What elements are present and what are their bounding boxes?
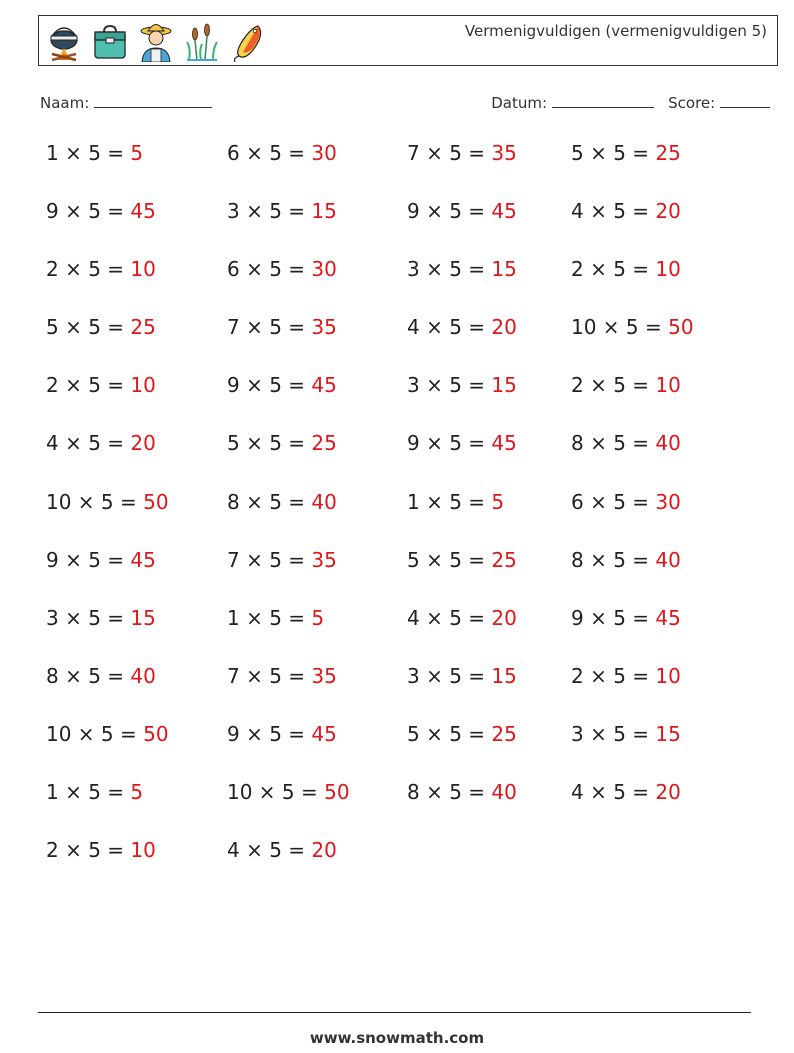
problem-question: 6 × 5 = — [571, 489, 656, 514]
problem-question: 7 × 5 = — [407, 141, 492, 165]
problem-item — [46, 257, 156, 281]
problem-question: 1 × 5 = — [46, 141, 131, 165]
problem-question: 9 × 5 = — [407, 199, 492, 224]
problem-item — [407, 257, 517, 281]
problem-item — [407, 315, 517, 339]
problem-answer: 15 — [130, 605, 156, 630]
problem-question: 8 × 5 = — [407, 780, 492, 805]
problem-question: 8 × 5 = — [571, 431, 656, 456]
problem-item — [571, 257, 681, 281]
problem-question: 7 × 5 = — [227, 547, 312, 572]
problem-question: 1 × 5 = — [46, 780, 131, 805]
problem-item — [571, 722, 681, 746]
problem-answer: 40 — [655, 547, 681, 572]
problem-answer: 45 — [311, 373, 337, 398]
problem-item — [227, 199, 337, 223]
problem-question: 5 × 5 = — [407, 547, 492, 572]
problem-answer: 40 — [130, 663, 156, 688]
problem-answer: 15 — [491, 373, 517, 398]
problem-answer: 35 — [491, 141, 517, 165]
problem-answer: 15 — [491, 663, 517, 688]
problem-answer: 15 — [491, 257, 517, 282]
campfire-pot-icon — [47, 22, 81, 62]
problem-answer: 30 — [311, 257, 337, 282]
problem-question: 10 × 5 = — [46, 721, 144, 746]
problem-item — [407, 606, 517, 630]
problem-question: 10 × 5 = — [571, 315, 669, 340]
problem-row — [46, 606, 766, 664]
problem-question: 4 × 5 = — [407, 315, 492, 340]
problem-item — [407, 490, 504, 514]
problem-question: 10 × 5 = — [227, 780, 325, 805]
problem-item — [407, 780, 517, 804]
reeds-icon — [185, 22, 219, 62]
problem-row — [46, 722, 766, 780]
problem-item — [227, 373, 337, 397]
problem-row — [46, 490, 766, 548]
problem-answer: 10 — [655, 257, 681, 282]
problem-answer: 45 — [130, 199, 156, 224]
problem-question: 8 × 5 = — [571, 547, 656, 572]
problem-row — [46, 257, 766, 315]
farmer-icon — [139, 22, 173, 62]
problem-answer: 15 — [311, 199, 337, 224]
problem-row — [46, 199, 766, 257]
header-icons — [47, 20, 265, 64]
problem-item — [571, 199, 681, 223]
problem-question: 9 × 5 = — [227, 721, 312, 746]
problem-item — [227, 780, 350, 804]
problem-answer: 25 — [491, 721, 517, 746]
problem-answer: 5 — [491, 489, 505, 514]
problem-row — [46, 664, 766, 722]
problem-row — [46, 141, 766, 199]
problem-question: 3 × 5 = — [571, 721, 656, 746]
problem-answer: 50 — [143, 489, 169, 514]
problem-answer: 45 — [491, 431, 517, 456]
problem-answer: 45 — [130, 547, 156, 572]
score-label: Score: — [668, 94, 716, 112]
fishing-lure-icon — [231, 22, 265, 62]
problem-question: 3 × 5 = — [227, 199, 312, 224]
problem-item — [46, 606, 156, 630]
problem-item — [571, 373, 681, 397]
problem-item — [571, 780, 681, 804]
date-score-fields — [491, 93, 770, 112]
problem-question: 3 × 5 = — [407, 663, 492, 688]
problem-question: 5 × 5 = — [227, 431, 312, 456]
problem-item — [227, 490, 337, 514]
problem-item — [407, 199, 517, 223]
problem-answer: 5 — [311, 605, 325, 630]
problem-item — [46, 431, 156, 455]
problem-item — [46, 141, 143, 165]
problem-item — [407, 548, 517, 572]
name-label: Naam: — [40, 94, 90, 112]
problem-question: 9 × 5 = — [46, 199, 131, 224]
problem-question: 7 × 5 = — [227, 663, 312, 688]
problem-question: 2 × 5 = — [46, 257, 131, 282]
problem-answer: 35 — [311, 547, 337, 572]
problem-question: 3 × 5 = — [407, 373, 492, 398]
problem-question: 2 × 5 = — [571, 373, 656, 398]
problem-answer: 20 — [491, 605, 517, 630]
problem-answer: 15 — [655, 721, 681, 746]
problem-question: 8 × 5 = — [46, 663, 131, 688]
problem-question: 8 × 5 = — [227, 489, 312, 514]
problem-item — [46, 780, 143, 804]
problem-answer: 50 — [668, 315, 694, 340]
problem-answer: 45 — [491, 199, 517, 224]
problem-answer: 25 — [311, 431, 337, 456]
date-label: Datum: — [491, 94, 548, 112]
problem-answer: 30 — [655, 489, 681, 514]
problem-item — [407, 664, 517, 688]
problem-answer: 40 — [311, 489, 337, 514]
problem-answer: 20 — [130, 431, 156, 456]
problem-answer: 25 — [130, 315, 156, 340]
problem-question: 6 × 5 = — [227, 257, 312, 282]
problem-item — [46, 838, 156, 862]
problem-question: 2 × 5 = — [571, 257, 656, 282]
problem-question: 4 × 5 = — [46, 431, 131, 456]
problem-answer: 20 — [491, 315, 517, 340]
problem-answer: 45 — [655, 605, 681, 630]
problem-item — [227, 722, 337, 746]
problem-item — [227, 548, 337, 572]
problem-question: 6 × 5 = — [227, 141, 312, 165]
problem-question: 3 × 5 = — [407, 257, 492, 282]
problem-row — [46, 373, 766, 431]
problem-item — [571, 606, 681, 630]
problem-row — [46, 838, 766, 896]
problem-item — [227, 431, 337, 455]
problem-answer: 5 — [130, 780, 144, 805]
problem-question: 5 × 5 = — [407, 721, 492, 746]
problem-question: 3 × 5 = — [46, 605, 131, 630]
footer-divider — [38, 1012, 751, 1013]
problem-answer: 45 — [311, 721, 337, 746]
problem-question: 9 × 5 = — [407, 431, 492, 456]
problem-answer: 20 — [311, 838, 337, 863]
problem-answer: 35 — [311, 315, 337, 340]
problem-item — [227, 141, 337, 165]
toolbox-icon — [93, 22, 127, 62]
problem-question: 10 × 5 = — [46, 489, 144, 514]
problem-item — [227, 257, 337, 281]
problem-answer: 20 — [655, 780, 681, 805]
problem-question: 5 × 5 = — [46, 315, 131, 340]
problem-item — [46, 373, 156, 397]
problem-question: 5 × 5 = — [571, 141, 656, 165]
problem-question: 9 × 5 = — [571, 605, 656, 630]
worksheet-header — [38, 15, 778, 66]
problem-question: 4 × 5 = — [407, 605, 492, 630]
problem-item — [227, 606, 324, 630]
problem-answer: 10 — [655, 373, 681, 398]
problem-row — [46, 431, 766, 489]
problem-answer: 10 — [655, 663, 681, 688]
problem-question: 9 × 5 = — [46, 547, 131, 572]
problem-answer: 35 — [311, 663, 337, 688]
worksheet-title: Vermenigvuldigen (vermenigvuldigen 5) — [464, 22, 767, 40]
problem-question: 4 × 5 = — [571, 780, 656, 805]
name-line[interactable] — [94, 93, 212, 108]
problem-row — [46, 315, 766, 373]
problem-answer: 25 — [655, 141, 681, 165]
problem-item — [46, 490, 169, 514]
problem-answer: 25 — [491, 547, 517, 572]
problem-item — [46, 548, 156, 572]
problem-item — [227, 315, 337, 339]
problem-item — [227, 838, 337, 862]
problem-item — [571, 490, 681, 514]
problem-item — [571, 141, 681, 165]
problem-item — [46, 722, 169, 746]
name-field — [40, 93, 212, 112]
problem-answer: 40 — [655, 431, 681, 456]
problem-item — [571, 548, 681, 572]
problem-answer: 5 — [130, 141, 144, 165]
problem-item — [46, 199, 156, 223]
problem-grid — [46, 141, 766, 896]
problem-item — [571, 315, 694, 339]
problem-answer: 30 — [311, 141, 337, 165]
problem-item — [571, 664, 681, 688]
problem-item — [407, 141, 517, 165]
problem-item — [407, 373, 517, 397]
problem-question: 4 × 5 = — [571, 199, 656, 224]
problem-item — [407, 431, 517, 455]
problem-row — [46, 780, 766, 838]
problem-question: 9 × 5 = — [227, 373, 312, 398]
problem-answer: 40 — [491, 780, 517, 805]
footer-url: www.snowmath.com — [309, 1029, 485, 1047]
problem-question: 2 × 5 = — [46, 373, 131, 398]
problem-question: 1 × 5 = — [407, 489, 492, 514]
problem-question: 7 × 5 = — [227, 315, 312, 340]
problem-answer: 50 — [324, 780, 350, 805]
score-line[interactable] — [720, 93, 770, 108]
problem-item — [46, 664, 156, 688]
problem-question: 2 × 5 = — [46, 838, 131, 863]
problem-item — [571, 431, 681, 455]
problem-question: 1 × 5 = — [227, 605, 312, 630]
problem-question: 2 × 5 = — [571, 663, 656, 688]
problem-question: 4 × 5 = — [227, 838, 312, 863]
problem-answer: 10 — [130, 373, 156, 398]
problem-item — [407, 722, 517, 746]
problem-answer: 10 — [130, 257, 156, 282]
date-line[interactable] — [552, 93, 654, 108]
problem-answer: 20 — [655, 199, 681, 224]
problem-answer: 50 — [143, 721, 169, 746]
problem-item — [227, 664, 337, 688]
problem-answer: 10 — [130, 838, 156, 863]
problem-item — [46, 315, 156, 339]
problem-row — [46, 548, 766, 606]
